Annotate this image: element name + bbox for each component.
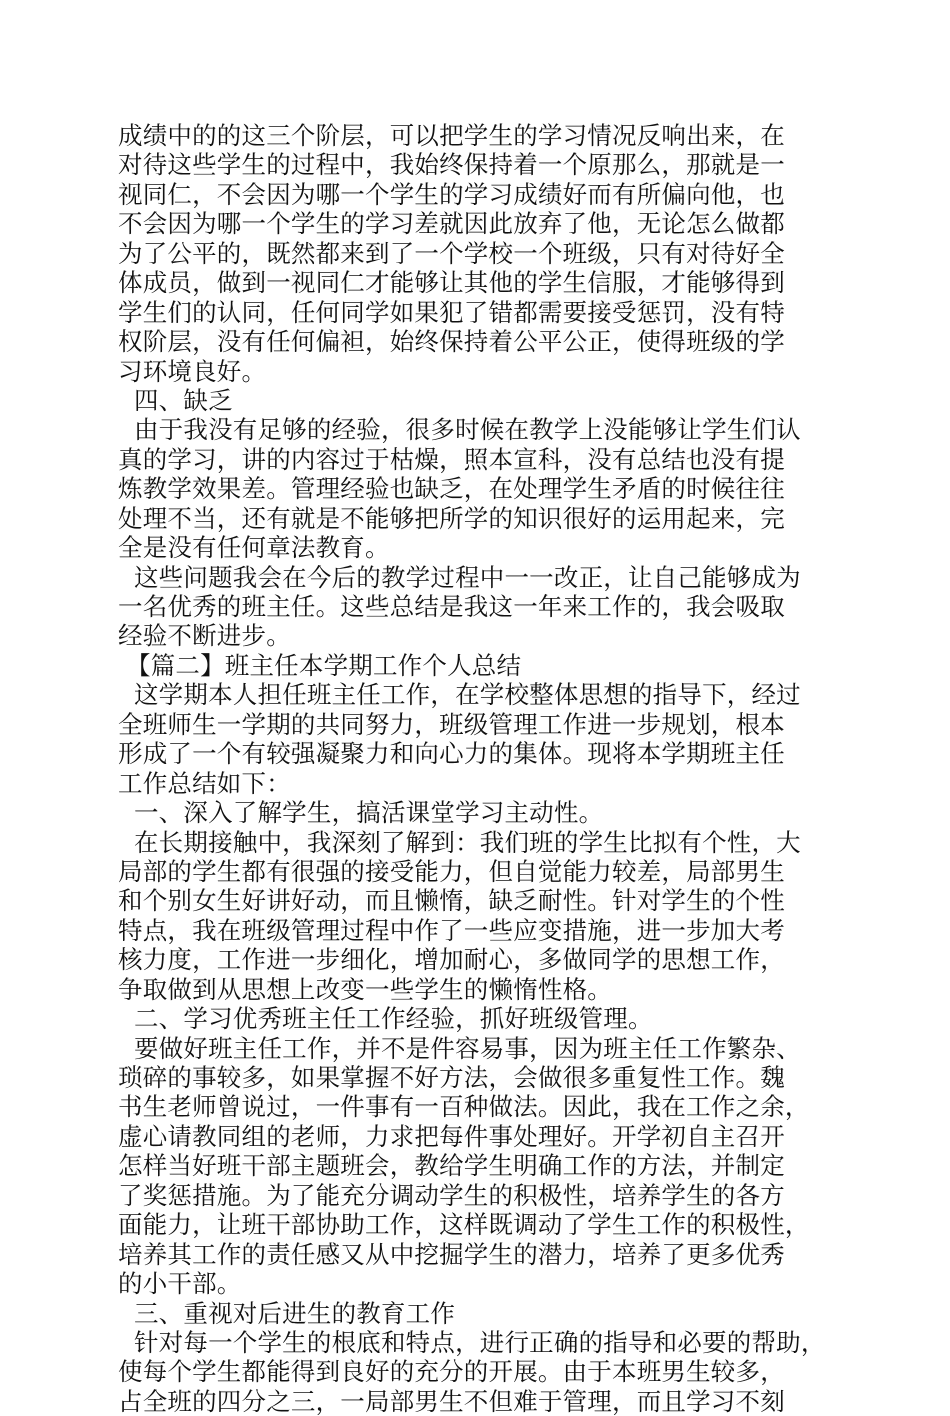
text-line: 经验不断进步。 bbox=[118, 621, 291, 651]
text-line: 的小干部。 bbox=[118, 1269, 242, 1299]
text-line: 书生老师曾说过，一件事有一百种做法。因此，我在工作之余， bbox=[118, 1092, 810, 1122]
text-line: 对待这些学生的过程中，我始终保持着一个原那么，那就是一 bbox=[118, 150, 785, 180]
text-line: 特点，我在班级管理过程中作了一些应变措施，进一步加大考 bbox=[118, 915, 785, 945]
text-line: 这些问题我会在今后的教学过程中一一改正，让自己能够成为 bbox=[118, 562, 801, 592]
document-body bbox=[118, 121, 830, 1416]
text-line: 为了公平的，既然都来到了一个学校一个班级，只有对待好全 bbox=[118, 238, 785, 268]
text-line: 炼教学效果差。管理经验也缺乏，在处理学生矛盾的时候往往 bbox=[118, 474, 785, 504]
text-line: 一、深入了解学生，搞活课堂学习主动性。 bbox=[118, 798, 604, 828]
text-line: 不会因为哪一个学生的学习差就因此放弃了他，无论怎么做都 bbox=[118, 209, 785, 239]
text-line: 【篇二】班主任本学期工作个人总结 bbox=[118, 650, 522, 680]
text-line: 这学期本人担任班主任工作，在学校整体思想的指导下，经过 bbox=[118, 680, 801, 710]
text-line: 全是没有任何章法教育。 bbox=[118, 533, 390, 563]
text-line: 在长期接触中，我深刻了解到：我们班的学生比拟有个性，大 bbox=[118, 827, 801, 857]
text-line: 琐碎的事较多，如果掌握不好方法，会做很多重复性工作。魏 bbox=[118, 1063, 785, 1092]
text-line: 针对每一个学生的根底和特点，进行正确的指导和必要的帮助， bbox=[118, 1327, 826, 1357]
text-line: 由于我没有足够的经验，很多时候在教学上没能够让学生们认 bbox=[118, 415, 801, 445]
text-line: 学生们的认同，任何同学如果犯了错都需要接受惩罚，没有特 bbox=[118, 297, 785, 327]
text-line: 和个别女生好讲好动，而且懒惰，缺乏耐性。针对学生的个性 bbox=[118, 886, 785, 916]
text-line: 使每个学生都能得到良好的充分的开展。由于本班男生较多， bbox=[118, 1357, 785, 1387]
text-line: 要做好班主任工作，并不是件容易事，因为班主任工作繁杂、 bbox=[118, 1033, 801, 1063]
text-line: 了奖惩措施。为了能充分调动学生的积极性，培养学生的各方 bbox=[118, 1180, 785, 1210]
text-line: 怎样当好班干部主题班会，教给学生明确工作的方法，并制定 bbox=[118, 1151, 785, 1181]
text-line: 四、缺乏 bbox=[118, 385, 233, 415]
text-line: 虚心请教同组的老师，力求把每件事处理好。开学初自主召开 bbox=[118, 1121, 785, 1151]
text-line: 局部的学生都有很强的接受能力，但自觉能力较差，局部男生 bbox=[118, 856, 785, 886]
text-line: 全班师生一学期的共同努力，班级管理工作进一步规划，根本 bbox=[118, 709, 785, 739]
text-line: 形成了一个有较强凝聚力和向心力的集体。现将本学期班主任 bbox=[118, 739, 785, 769]
text-line: 面能力，让班干部协助工作，这样既调动了学生工作的积极性， bbox=[118, 1210, 810, 1240]
text-line: 权阶层，没有任何偏袒，始终保持着公平公正，使得班级的学 bbox=[118, 327, 785, 357]
text-line: 占全班的四分之三，一局部男生不但难于管理，而且学习不刻 bbox=[118, 1386, 785, 1416]
text-line: 习环境良好。 bbox=[118, 356, 267, 386]
text-line: 处理不当，还有就是不能够把所学的知识很好的运用起来，完 bbox=[118, 503, 785, 533]
text-line: 培养其工作的责任感又从中挖掘学生的潜力，培养了更多优秀 bbox=[118, 1239, 785, 1269]
text-line: 工作总结如下： bbox=[118, 768, 291, 798]
text-line: 二、学习优秀班主任工作经验，抓好班级管理。 bbox=[118, 1004, 653, 1034]
text-line: 体成员，做到一视同仁才能够让其他的学生信服，才能够得到 bbox=[118, 268, 785, 298]
text-line: 一名优秀的班主任。这些总结是我这一年来工作的，我会吸取 bbox=[118, 592, 785, 621]
text-line: 真的学习，讲的内容过于枯燥，照本宣科，没有总结也没有提 bbox=[118, 444, 785, 474]
text-line: 成绩中的的这三个阶层，可以把学生的学习情况反响出来，在 bbox=[118, 121, 785, 150]
text-line: 核力度，工作进一步细化，增加耐心，多做同学的思想工作， bbox=[118, 945, 785, 975]
text-line: 争取做到从思想上改变一些学生的懒惰性格。 bbox=[118, 974, 612, 1004]
text-line: 三、重视对后进生的教育工作 bbox=[118, 1298, 456, 1328]
text-line: 视同仁，不会因为哪一个学生的学习成绩好而有所偏向他，也 bbox=[118, 179, 785, 209]
